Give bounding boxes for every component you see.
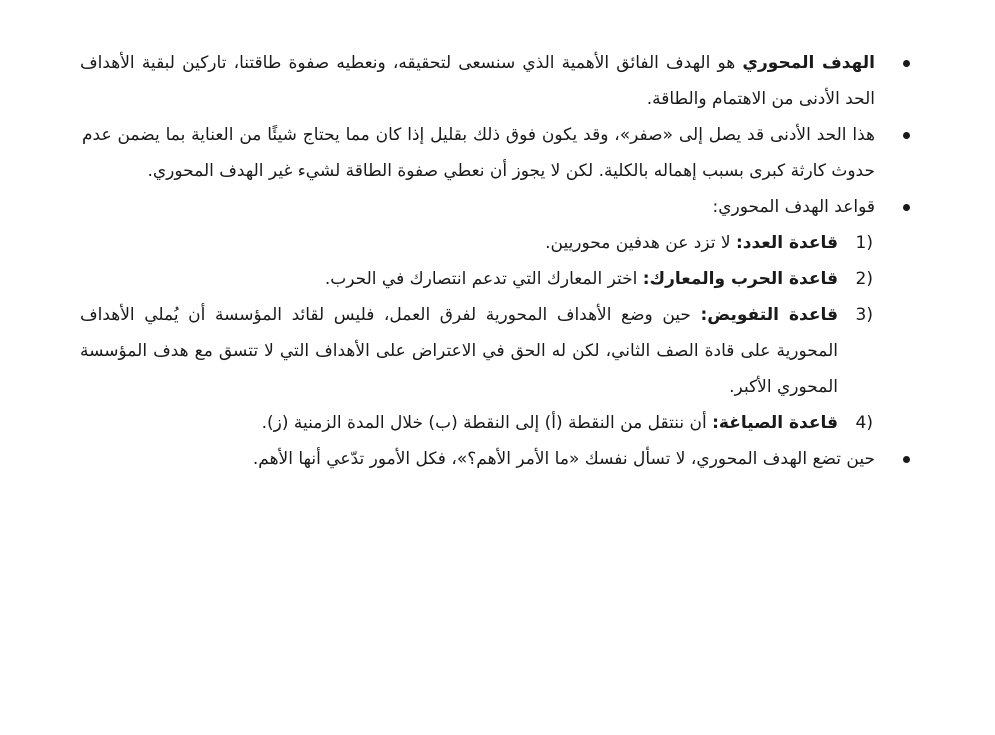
rule-number: 4): [855, 413, 873, 433]
bullet-list: [80, 45, 915, 477]
rule-item-wording: [80, 405, 875, 441]
bullet-dot-icon: [903, 456, 910, 463]
bullet-dot-icon: [903, 132, 910, 139]
rule-number: 3): [855, 305, 873, 325]
term-core-goal: الهدف المحوري: [742, 53, 875, 73]
rule-title: قاعدة التفويض:: [700, 305, 838, 325]
rule-text: اختر المعارك التي تدعم انتصارك في الحرب.: [324, 269, 643, 289]
bullet-text: هذا الحد الأدنى قد يصل إلى «صفر»، وقد يكون فوق ذلك بقليل إذا كان مما يحتاج شيئًا من العناية بما يضمن عدم حدوث كارثة كبرى بسبب إهماله بالكلية. لكن لا يجوز أن نعطي صفوة الطاقة لشيء غير الهدف المحوري.: [82, 125, 875, 181]
bullet-item-rules: [80, 189, 915, 441]
bullet-text: هو الهدف الفائق الأهمية الذي سنسعى لتحقيقه، ونعطيه صفوة طاقتنا، تاركين لبقية الأهداف الحد الأدنى من الاهتمام والطاقة.: [80, 53, 875, 109]
rule-number: 2): [855, 269, 873, 289]
rule-number: 1): [855, 233, 873, 253]
rule-text: أن ننتقل من النقطة (أ) إلى النقطة (ب) خلال المدة الزمنية (ز).: [261, 413, 713, 433]
bullet-text: حين تضع الهدف المحوري، لا تسأل نفسك «ما الأمر الأهم؟»، فكل الأمور تدّعي أنها الأهم.: [252, 449, 875, 469]
bullet-item-most-important: [80, 441, 915, 477]
bullet-item-core-goal: [80, 45, 915, 117]
rule-item-war-battles: [80, 261, 875, 297]
rules-list: [80, 225, 875, 441]
rule-title: قاعدة الحرب والمعارك:: [642, 269, 838, 289]
rule-title: قاعدة الصياغة:: [712, 413, 838, 433]
rule-item-delegation: [80, 297, 875, 405]
rule-title: قاعدة العدد:: [735, 233, 838, 253]
rule-text: لا تزد عن هدفين محوريين.: [545, 233, 736, 253]
rules-heading: قواعد الهدف المحوري:: [712, 197, 875, 217]
bullet-item-minimum: [80, 117, 915, 189]
rule-text: حين وضع الأهداف المحورية لفرق العمل، فليس لقائد المؤسسة أن يُملي الأهداف المحورية على قادة الصف الثاني، لكن له الحق في الاعتراض على الأهداف التي لا تتسق مع هدف المؤسسة المحوري الأكبر.: [80, 305, 838, 397]
rule-item-number: [80, 225, 875, 261]
bullet-dot-icon: [903, 60, 910, 67]
bullet-dot-icon: [903, 204, 910, 211]
